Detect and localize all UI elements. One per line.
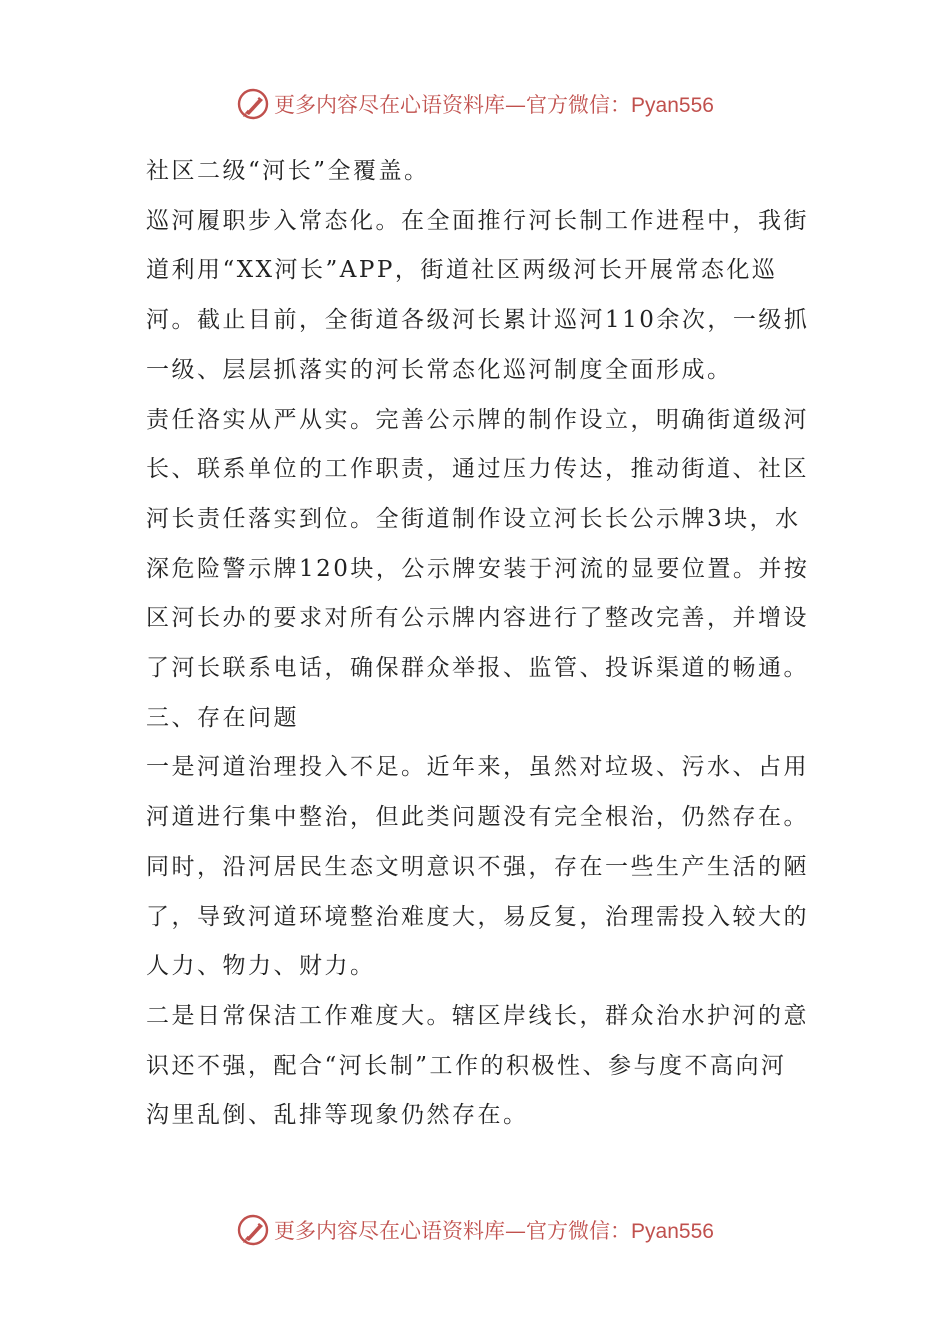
paragraph: 一是河道治理投入不足。近年来，虽然对垃圾、污水、占用河道进行集中整治，但此类问题没有完全根治，仍然存在。同时，沿河居民生态文明意识不强，存在一些生产生活的陋了，导致河道环境整治难度大，易反复，治理需投入较大的人力、物力、财力。 [146, 754, 809, 980]
paragraph: 二是日常保洁工作难度大。辖区岸线长，群众治水护河的意识还不强，配合“河长制”工作的积极性、参与度不高向河沟里乱倒、乱排等现象仍然存在。 [146, 1002, 809, 1129]
pen-nib-logo-icon [236, 1213, 270, 1247]
banner-label: 更多内容尽在心语资料库—官方微信： [274, 1219, 632, 1243]
paragraph: 社区二级“河长”全覆盖。 [146, 158, 430, 184]
pen-nib-logo-icon [236, 87, 270, 121]
banner-wechat-id: Pyan556 [631, 94, 714, 117]
document-body [146, 147, 810, 1141]
header-banner [0, 84, 950, 124]
banner-text [274, 89, 714, 119]
footer-banner [0, 1210, 950, 1250]
banner-wechat-id: Pyan556 [631, 1220, 714, 1243]
paragraph: 巡河履职步入常态化。在全面推行河长制工作进程中，我街道利用“XX河长”APP，街道社区两级河长开展常态化巡河。截止目前，全街道各级河长累计巡河110余次，一级抓一级、层层抓落实的河长常态化巡河制度全面形成。 [146, 207, 810, 383]
paragraph: 责任洛实从严从实。完善公示牌的制作设立，明确街道级河长、联系单位的工作职责，通过压力传达，推动街道、社区河长责任落实到位。全街道制作设立河长长公示牌3块，水深危险警示牌120块，公示牌安装于河流的显要位置。并按区河长办的要求对所有公示牌内容进行了整改完善，并增设了河长联系电话，确保群众举报、监管、投诉渠道的畅通。 [146, 406, 810, 682]
banner-label: 更多内容尽在心语资料库—官方微信： [274, 93, 632, 117]
banner-text [274, 1215, 714, 1245]
section-heading: 三、存在问题 [146, 704, 299, 731]
